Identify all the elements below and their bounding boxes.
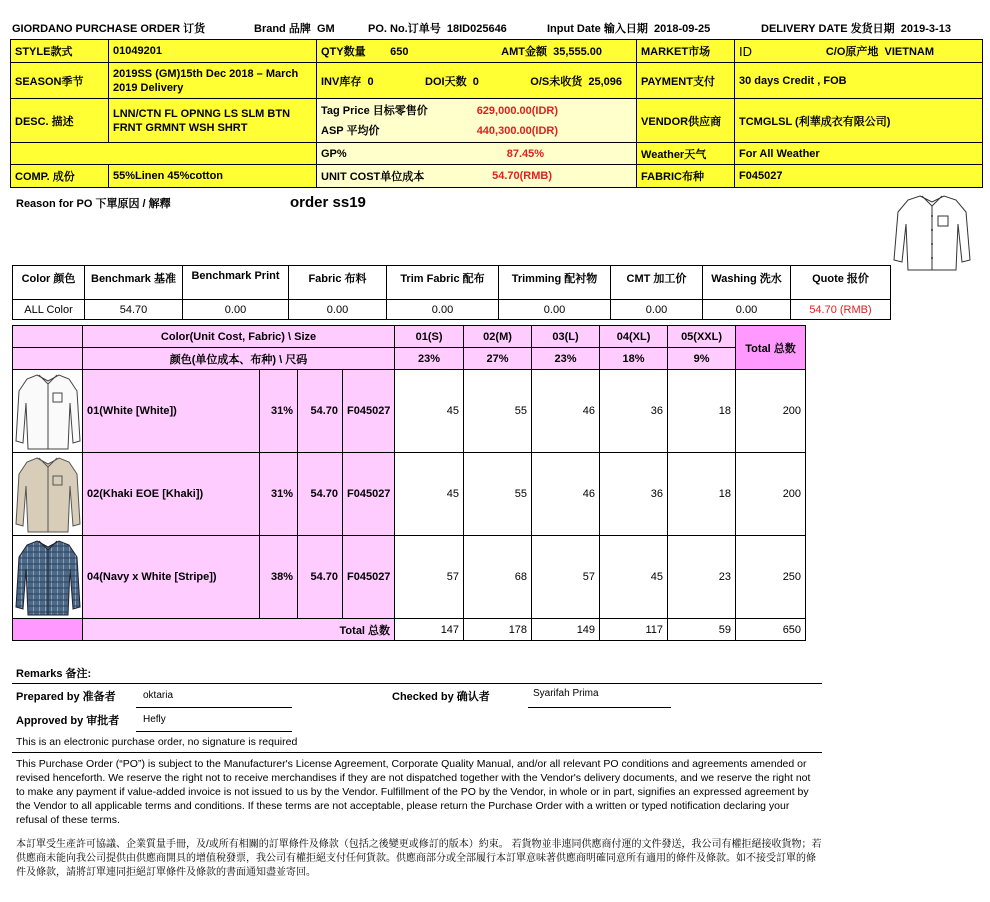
row-total: 250 — [736, 536, 806, 619]
payment-label: PAYMENT支付 — [637, 63, 735, 99]
qty-value: 650 — [390, 46, 409, 58]
cost-header-color: Color 颜色 — [13, 266, 85, 300]
terms-chinese: 本訂單受生產許可協議、企業質量手冊，及/或所有相關的訂單條件及條款（包括之後變更或修訂的版本）約束。 若貨物並非連同供應商付運的文件發送，我公司有權拒絕接收貨物；若供應商未能向我公司提供由供應商開具的增值稅發票，我公司有權拒絕支付任何貨款。供應商部分或全部履行本訂單意味著供應商明確同意所有適用的條件及條款。如不接受訂單的條件及條款，請將訂單連同拒絕訂單條件及條款的書面通知盡並寄回。 — [16, 839, 822, 878]
size-ratio: 23% — [395, 348, 464, 370]
doi-label: DOI天数 — [425, 75, 467, 88]
brand-value: GM — [316, 23, 335, 35]
unit-cost-cell — [317, 165, 637, 188]
input-date-label: Input Date 输入日期 — [547, 23, 648, 35]
signature-line — [136, 707, 292, 708]
row-total: 200 — [736, 453, 806, 536]
asp-value: 440,300.00(IDR) — [476, 124, 559, 137]
cost-cell: 0.00 — [611, 300, 703, 320]
size-ratio: 27% — [464, 348, 532, 370]
row-qty: 45 — [600, 536, 668, 619]
row-qty: 46 — [532, 370, 600, 453]
os-value: 25,096 — [588, 75, 623, 88]
cost-cell: 0.00 — [289, 300, 387, 320]
row-color: 04(Navy x White [Stripe]) — [83, 536, 260, 619]
cost-header-fabric: Fabric 布料 — [289, 266, 387, 300]
totals-qty: 147 — [395, 619, 464, 641]
size-label: 05(XXL) — [668, 326, 736, 348]
os-label: O/S未收货 — [530, 75, 583, 88]
divider — [12, 752, 822, 753]
inv-value: 0 — [367, 75, 374, 88]
blank-cell — [11, 143, 317, 165]
table-row — [13, 370, 806, 453]
cost-cell: 0.00 — [183, 300, 289, 320]
row-qty: 36 — [600, 370, 668, 453]
row-qty: 55 — [464, 370, 532, 453]
approved-value: Hefly — [143, 714, 166, 725]
delivery-date-label: DELIVERY DATE 发货日期 — [761, 23, 895, 35]
gp-label: GP% — [321, 147, 347, 160]
comp-label: COMP. 成份 — [11, 165, 109, 188]
row-total: 200 — [736, 370, 806, 453]
comp-value: 55%Linen 45%cotton — [109, 165, 317, 188]
row-color: 02(Khaki EOE [Khaki]) — [83, 453, 260, 536]
totals-qty: 59 — [668, 619, 736, 641]
amt-label: AMT金额 — [501, 46, 547, 58]
cost-cell: 0.00 — [703, 300, 791, 320]
brand-field — [254, 20, 335, 36]
row-qty: 18 — [668, 370, 736, 453]
row-pct: 31% — [260, 453, 298, 536]
tag-price-label: Tag Price 目标零售价 — [321, 104, 428, 117]
row-qty: 45 — [395, 370, 464, 453]
approved-label: Approved by 审批者 — [16, 715, 120, 727]
doi-value: 0 — [472, 75, 479, 88]
totals-row — [13, 619, 806, 641]
reason-label: Reason for PO 下單原因 / 解釋 — [16, 198, 171, 210]
po-number-field — [368, 20, 507, 36]
size-label: 04(XL) — [600, 326, 668, 348]
cost-header-quote: Quote 报价 — [791, 266, 891, 300]
po-number-value: 18ID025646 — [446, 23, 507, 35]
checked-value: Syarifah Prima — [533, 688, 599, 699]
cost-cell: ALL Color — [13, 300, 85, 320]
totals-qty: 117 — [600, 619, 668, 641]
table-row — [13, 536, 806, 619]
unit-cost-value: 54.70(RMB) — [492, 170, 553, 182]
payment-value: 30 days Credit , FOB — [735, 63, 983, 99]
cost-header-benchmark: Benchmark 基准 — [85, 266, 183, 300]
cost-header-washing: Washing 洗水 — [703, 266, 791, 300]
qty-amt-cell — [317, 40, 637, 63]
row-cost: 54.70 — [298, 370, 343, 453]
vendor-label: VENDOR供应商 — [637, 99, 735, 143]
navy-stripe-shirt-image — [13, 536, 83, 619]
market-origin-cell — [735, 40, 983, 63]
row-pct: 31% — [260, 370, 298, 453]
fabric-value: F045027 — [735, 165, 983, 188]
tag-price-value: 629,000.00(IDR) — [476, 104, 559, 117]
table-row — [13, 453, 806, 536]
size-ratio: 18% — [600, 348, 668, 370]
row-color: 01(White [White]) — [83, 370, 260, 453]
po-number-label: PO. No.订单号 — [368, 23, 441, 35]
amt-value: 35,555.00 — [553, 46, 603, 58]
cost-header-cmt: CMT 加工价 — [611, 266, 703, 300]
style-value: 01049201 — [109, 40, 317, 63]
weather-value: For All Weather — [735, 143, 983, 165]
row-cost: 54.70 — [298, 536, 343, 619]
cost-header-trimming: Trimming 配衬物 — [499, 266, 611, 300]
size-header-en: Color(Unit Cost, Fabric) \ Size — [83, 326, 395, 348]
reason-value: order ss19 — [290, 194, 366, 211]
qty-label: QTY数量 — [321, 46, 366, 58]
row-fabric: F045027 — [343, 536, 395, 619]
row-qty: 68 — [464, 536, 532, 619]
row-qty: 45 — [395, 453, 464, 536]
electronic-note: This is an electronic purchase order, no signature is required — [16, 736, 298, 748]
quote-value: 54.70 (RMB) — [791, 300, 891, 320]
size-label: 01(S) — [395, 326, 464, 348]
khaki-shirt-image — [13, 453, 83, 536]
checked-label: Checked by 确认者 — [392, 691, 490, 703]
fabric-label: FABRIC布种 — [637, 165, 735, 188]
style-label: STYLE款式 — [11, 40, 109, 63]
input-date-field — [547, 20, 710, 36]
remarks-label: Remarks 备注: — [16, 668, 92, 680]
totals-label: Total 总数 — [83, 619, 395, 641]
size-label: 03(L) — [532, 326, 600, 348]
totals-qty: 178 — [464, 619, 532, 641]
totals-blank — [13, 619, 83, 641]
inv-label: INV库存 — [321, 75, 362, 88]
row-qty: 57 — [395, 536, 464, 619]
prepared-label: Prepared by 准备者 — [16, 691, 116, 703]
po-info-grid — [10, 39, 983, 188]
desc-value: LNN/CTN FL OPNNG LS SLM BTN FRNT GRMNT WSH SHRT — [109, 99, 317, 143]
size-header-blank — [13, 348, 83, 370]
input-date-value: 2018-09-25 — [653, 23, 711, 35]
delivery-date-field — [761, 20, 951, 36]
asp-label: ASP 平均价 — [321, 124, 380, 137]
po-company-title: GIORDANO PURCHASE ORDER 订货 — [12, 23, 206, 35]
row-pct: 38% — [260, 536, 298, 619]
size-ratio: 9% — [668, 348, 736, 370]
cost-header-trim-fabric: Trim Fabric 配布 — [387, 266, 499, 300]
cost-breakdown-table — [12, 265, 891, 320]
desc-label: DESC. 描述 — [11, 99, 109, 143]
row-qty: 57 — [532, 536, 600, 619]
delivery-date-value: 2019-3-13 — [900, 23, 951, 35]
prepared-value: oktaria — [143, 690, 174, 701]
season-value: 2019SS (GM)15th Dec 2018 – March 2019 Delivery — [109, 63, 317, 99]
cost-header-benchmark-print: Benchmark Print — [183, 266, 289, 300]
divider — [12, 683, 822, 684]
row-qty: 23 — [668, 536, 736, 619]
size-label: 02(M) — [464, 326, 532, 348]
row-cost: 54.70 — [298, 453, 343, 536]
shirt-sketch-image — [892, 190, 972, 272]
grand-total: 650 — [736, 619, 806, 641]
signature-line — [528, 707, 671, 708]
totals-qty: 149 — [532, 619, 600, 641]
origin-value: VIETNAM — [884, 46, 935, 58]
signature-line — [136, 731, 292, 732]
row-fabric: F045027 — [343, 370, 395, 453]
white-shirt-image — [13, 370, 83, 453]
weather-label: Weather天气 — [637, 143, 735, 165]
terms-english: This Purchase Order (“PO”) is subject to the Manufacturer's License Agreement, Corporate Quality Manual, and/or all relevant PO conditions and agreements amended or revised henceforth. We reserve the right not to receive merchandises if they are not dispatched together with the Vendor's delivery documents, and we reserve the right not to make any payment if value-added invoice is not issued to us by the Vendor. Fulfillment of the PO by the Vendor, in whole or in part, signifies an expressed agreement by the Vendor to all applicable terms and conditions. If these terms are not acceptable, please return the Purchase Order with a written or typed notification declaring your refusal of these terms. — [16, 758, 811, 826]
row-qty: 55 — [464, 453, 532, 536]
gp-value: 87.45% — [506, 147, 545, 160]
row-qty: 36 — [600, 453, 668, 536]
row-qty: 18 — [668, 453, 736, 536]
cost-cell: 54.70 — [85, 300, 183, 320]
price-cell — [317, 99, 637, 143]
cost-cell: 0.00 — [499, 300, 611, 320]
market-value: ID — [739, 43, 753, 59]
inventory-cell — [317, 63, 637, 99]
size-header-blank — [13, 326, 83, 348]
brand-label: Brand 品牌 — [254, 23, 311, 35]
size-breakdown-table — [12, 325, 806, 641]
unit-cost-label: UNIT COST单位成本 — [321, 171, 425, 183]
market-label: MARKET市场 — [637, 40, 735, 63]
origin-label: C/O原产地 — [825, 46, 879, 58]
season-label: SEASON季节 — [11, 63, 109, 99]
gp-cell — [317, 143, 637, 165]
row-qty: 46 — [532, 453, 600, 536]
size-total-header: Total 总数 — [736, 326, 806, 370]
row-fabric: F045027 — [343, 453, 395, 536]
cost-cell: 0.00 — [387, 300, 499, 320]
vendor-value: TCMGLSL (利華成衣有限公司) — [735, 99, 983, 143]
size-ratio: 23% — [532, 348, 600, 370]
size-header-cn: 颜色(单位成本、布种) \ 尺码 — [83, 348, 395, 370]
